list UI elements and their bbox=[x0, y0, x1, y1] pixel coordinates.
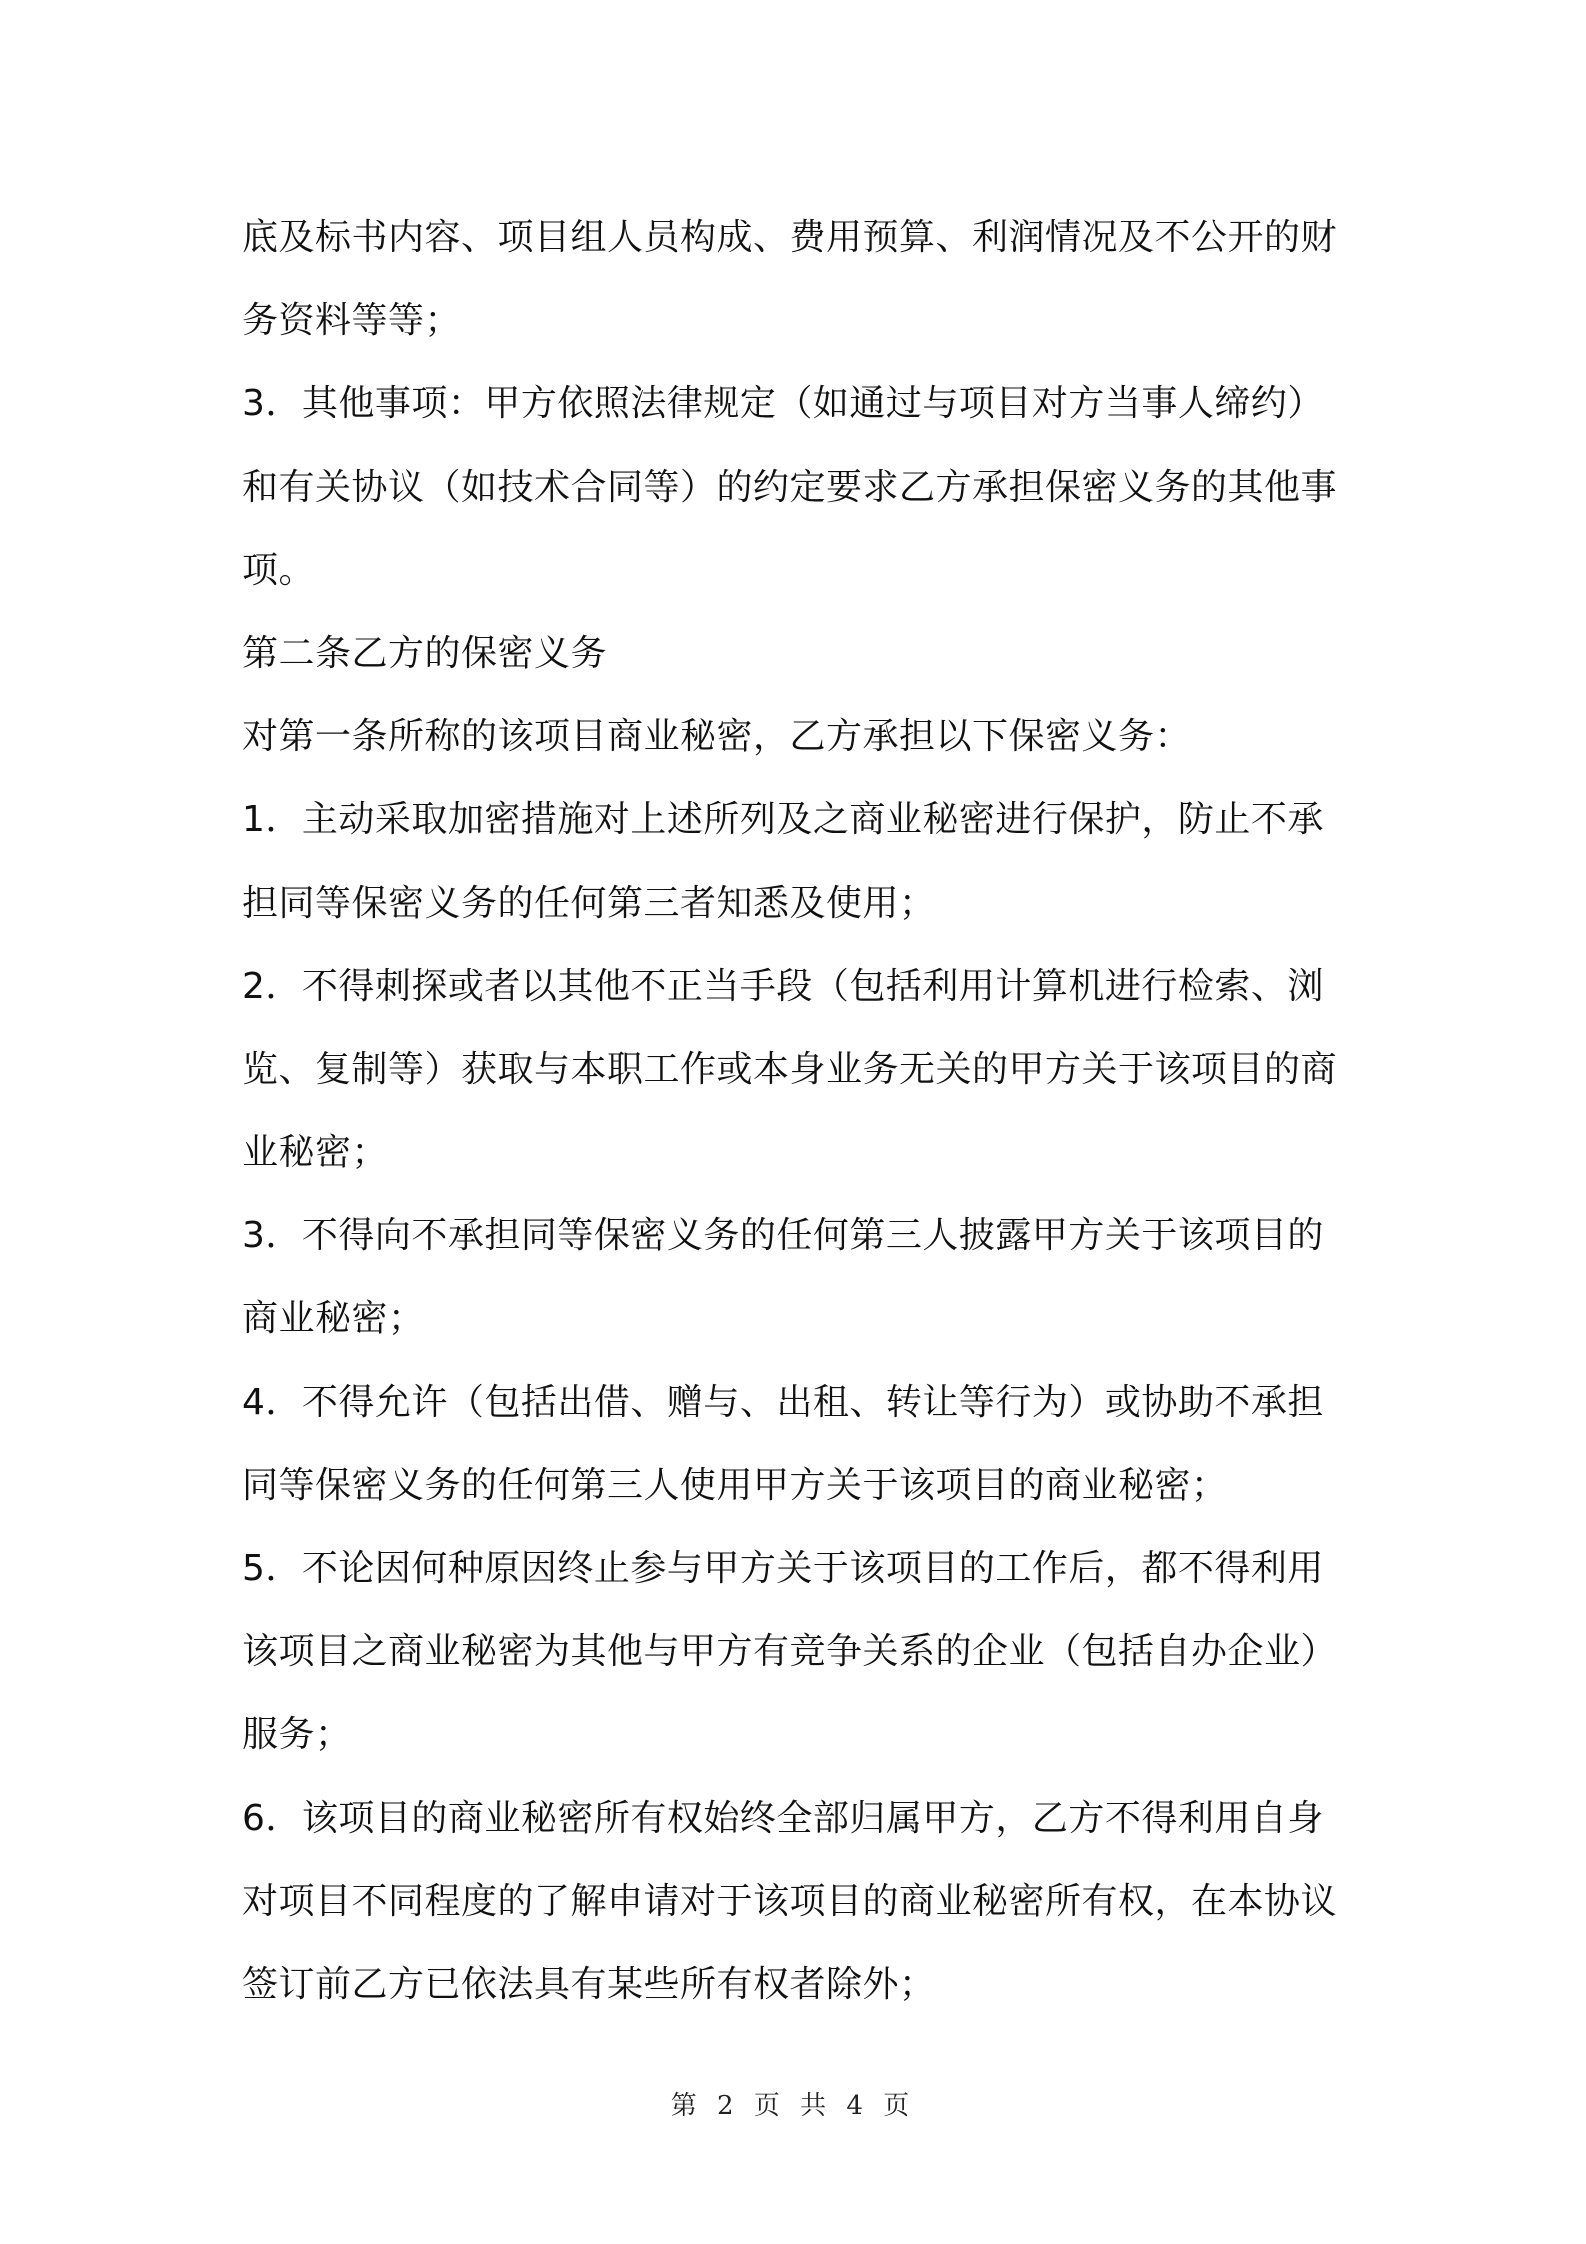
text-line: 担同等保密义务的任何第三者知悉及使用； bbox=[242, 882, 936, 924]
text-line: 对第一条所称的该项目商业秘密，乙方承担以下保密义务： bbox=[242, 716, 1192, 758]
text-line: 对项目不同程度的了解申请对于该项目的商业秘密所有权，在本协议 bbox=[242, 1880, 1338, 1922]
text-line: 4．不得允许（包括出借、赠与、出租、转让等行为）或协助不承担 bbox=[242, 1381, 1324, 1423]
text-line: 签订前乙方已依法具有某些所有权者除外； bbox=[242, 1963, 936, 2005]
text-line: 3．不得向不承担同等保密义务的任何第三人披露甲方关于该项目的 bbox=[242, 1215, 1324, 1257]
text-line: 6．该项目的商业秘密所有权始终全部归属甲方，乙方不得利用自身 bbox=[242, 1797, 1324, 1839]
text-line: 项。 bbox=[242, 549, 316, 591]
text-line: 业秘密； bbox=[242, 1132, 389, 1174]
page-number-footer: 第 2 页 共 4 页 bbox=[670, 2091, 916, 2121]
text-line: 览、复制等）获取与本职工作或本身业务无关的甲方关于该项目的商 bbox=[242, 1048, 1338, 1090]
section-heading: 第二条乙方的保密义务 bbox=[242, 632, 608, 674]
text-line: 和有关协议（如技术合同等）的约定要求乙方承担保密义务的其他事 bbox=[242, 466, 1338, 508]
document-body bbox=[242, 196, 1360, 2026]
text-line: 务资料等等； bbox=[242, 300, 462, 342]
text-line: 5．不论因何种原因终止参与甲方关于该项目的工作后，都不得利用 bbox=[242, 1548, 1324, 1589]
text-line: 3．其他事项：甲方依照法律规定（如通过与项目对方当事人缔约） bbox=[242, 383, 1324, 425]
text-line: 1．主动采取加密措施对上述所列及之商业秘密进行保护，防止不承 bbox=[242, 799, 1324, 841]
text-line: 该项目之商业秘密为其他与甲方有竞争关系的企业（包括自办企业） bbox=[242, 1631, 1338, 1673]
text-line: 底及标书内容、项目组人员构成、费用预算、利润情况及不公开的财 bbox=[242, 217, 1338, 258]
text-line: 服务； bbox=[242, 1714, 352, 1756]
text-line: 商业秘密； bbox=[242, 1298, 425, 1340]
text-line: 2．不得刺探或者以其他不正当手段（包括利用计算机进行检索、浏 bbox=[242, 965, 1324, 1007]
text-line: 同等保密义务的任何第三人使用甲方关于该项目的商业秘密； bbox=[242, 1464, 1228, 1506]
